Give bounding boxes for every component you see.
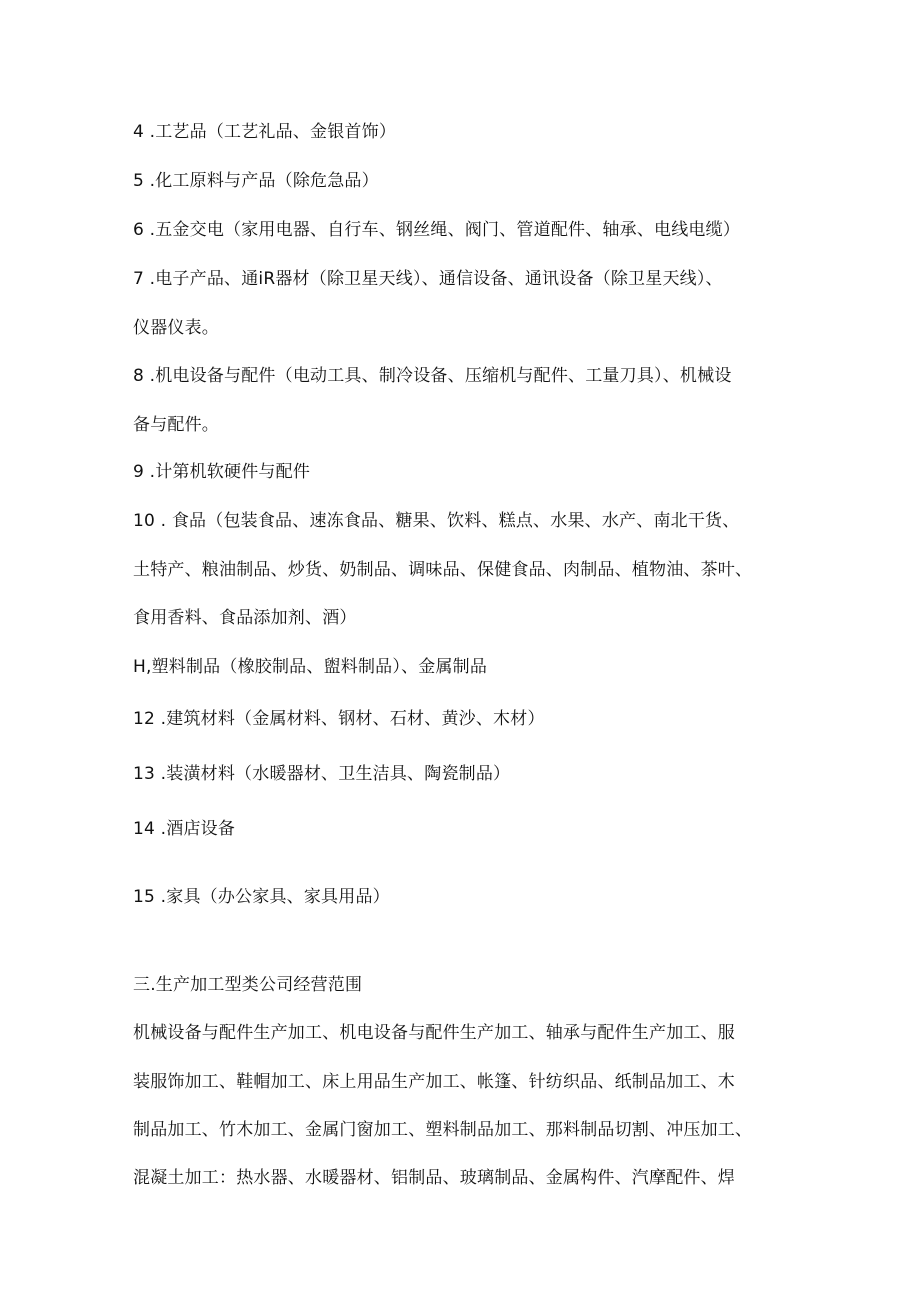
list-item-4: 4 .工艺品（工艺礼品、金银首饰） (133, 122, 397, 142)
list-item-15: 15 .家具（办公家具、家具用品） (133, 887, 390, 907)
list-item-12: 12 .建筑材料（金属材料、钢材、石材、黄沙、木材） (133, 709, 545, 729)
list-item-10: 10 . 食品（包装食品、速冻食品、糖果、饮料、糕点、水果、水产、南北干货、 (133, 511, 740, 531)
body-paragraph-line-2: 装服饰加工、鞋帽加工、床上用品生产加工、帐篷、针纺织品、纸制品加工、木 (133, 1072, 735, 1092)
list-item-9: 9 .计第机软硬件与配件 (133, 462, 311, 482)
body-paragraph-line-1: 机械设备与配件生产加工、机电设备与配件生产加工、轴承与配件生产加工、服 (133, 1023, 735, 1043)
list-item-6: 6 .五金交电（家用电器、自行车、钢丝绳、阀门、管道配件、轴承、电线电缆） (133, 220, 741, 240)
list-item-13: 13 .装潢材料（水暖器材、卫生洁具、陶瓷制品） (133, 764, 511, 784)
list-item-8: 8 .机电设备与配件（电动工具、制冷设备、压缩机与配件、工量刀具）、机械设 (133, 366, 732, 386)
list-item-14: 14 .酒店设备 (133, 819, 236, 839)
list-item-7: 7 .电子产品、通iR器材（除卫星天线）、通信设备、通讯设备（除卫星天线）、 (133, 269, 723, 289)
list-item-7-continued: 仪器仪表。 (133, 318, 219, 338)
list-item-8-continued: 备与配件。 (133, 415, 219, 435)
list-item-10-continued-1: 土特产、粮油制品、炒货、奶制品、调味品、保健食品、肉制品、植物油、茶叶、 (133, 560, 753, 580)
list-item-11: H,塑料制品（橡胶制品、盥料制品）、金属制品 (133, 657, 488, 677)
list-item-5: 5 .化工原料与产品（除危急品） (133, 171, 379, 191)
section-heading: 三.生产加工型类公司经营范围 (133, 975, 363, 995)
list-item-10-continued-2: 食用香料、食品添加剂、酒） (133, 608, 357, 628)
body-paragraph-line-4: 混凝土加工：热水器、水暖器材、铝制品、玻璃制品、金属构件、汽摩配件、焊 (133, 1168, 735, 1188)
body-paragraph-line-3: 制品加工、竹木加工、金属门窗加工、塑料制品加工、那料制品切割、冲压加工、 (133, 1120, 753, 1140)
